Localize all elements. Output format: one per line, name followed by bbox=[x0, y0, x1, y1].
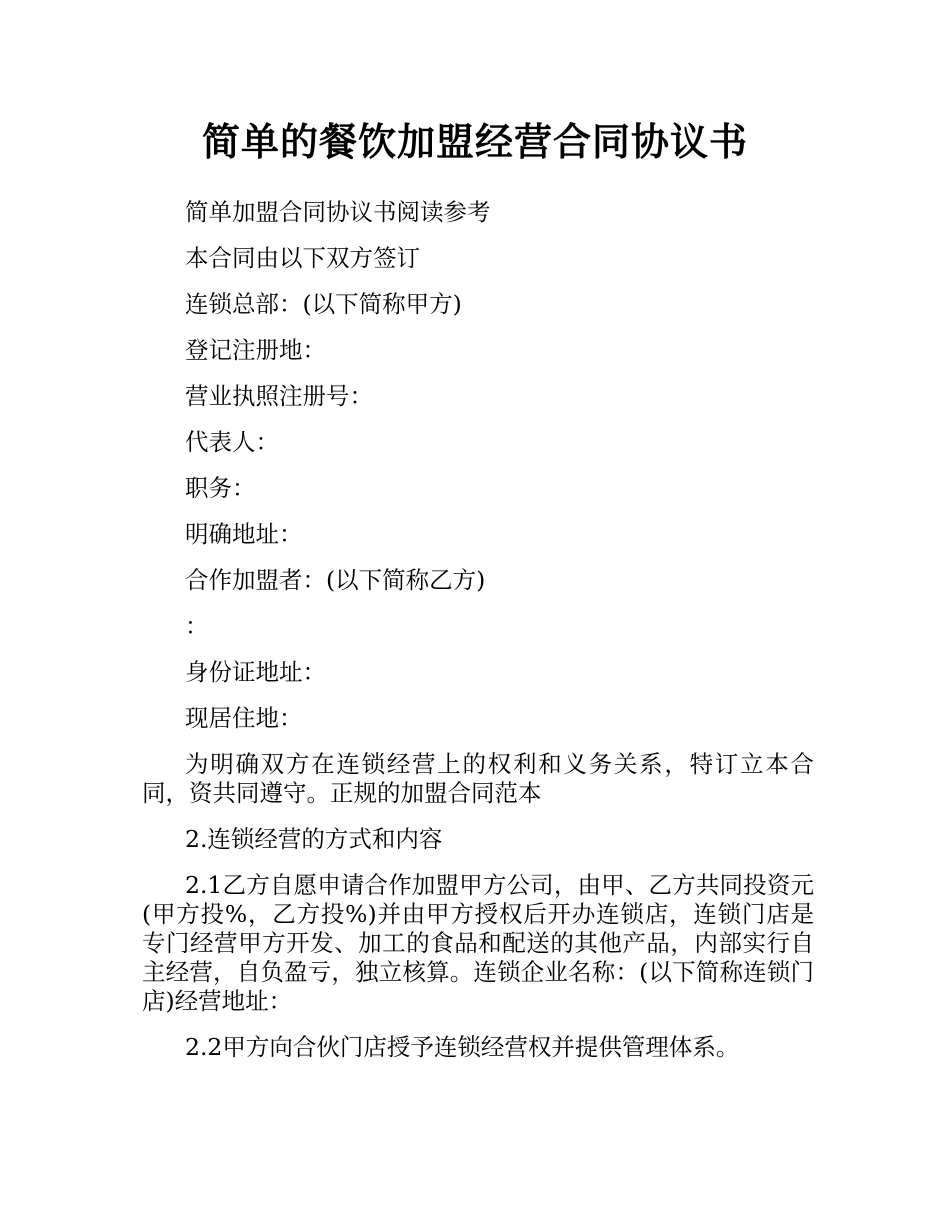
paragraph-parties: 本合同由以下双方签订 bbox=[185, 244, 420, 272]
paragraph-residence: 现居住地： bbox=[185, 704, 303, 732]
paragraph-license-number: 营业执照注册号： bbox=[185, 382, 373, 410]
paragraph-party-a: 连锁总部：(以下简称甲方) bbox=[185, 290, 462, 318]
paragraph-intro: 简单加盟合同协议书阅读参考 bbox=[185, 198, 491, 226]
paragraph-representative: 代表人： bbox=[185, 428, 279, 456]
paragraph-colon: ： bbox=[185, 612, 209, 640]
document-title: 简单的餐饮加盟经营合同协议书 bbox=[201, 120, 748, 164]
paragraph-id-address: 身份证地址： bbox=[185, 658, 326, 686]
paragraph-address: 明确地址： bbox=[185, 520, 303, 548]
paragraph-registration-place: 登记注册地： bbox=[185, 336, 326, 364]
paragraph-position: 职务： bbox=[185, 474, 256, 502]
paragraph-section-2-1: 2.1乙方自愿申请合作加盟甲方公司，由甲、乙方共同投资元(甲方投%，乙方投%)并由甲方授权后开办连锁店，连锁门店是专门经营甲方开发、加工的食品和配送的其他产品，内部实行自主经营，自负盈亏，独立核算。连锁企业名称：(以下简称连锁门店)经营地址： bbox=[142, 871, 814, 1015]
paragraph-section-2: 2.连锁经营的方式和内容 bbox=[185, 825, 443, 853]
document-body bbox=[142, 198, 814, 1079]
paragraph-party-b: 合作加盟者：(以下简称乙方) bbox=[185, 566, 486, 594]
paragraph-purpose: 为明确双方在连锁经营上的权利和义务关系，特订立本合同，资共同遵守。正规的加盟合同范本 bbox=[142, 750, 814, 807]
paragraph-section-2-2: 2.2甲方向合伙门店授予连锁经营权并提供管理体系。 bbox=[185, 1033, 740, 1061]
